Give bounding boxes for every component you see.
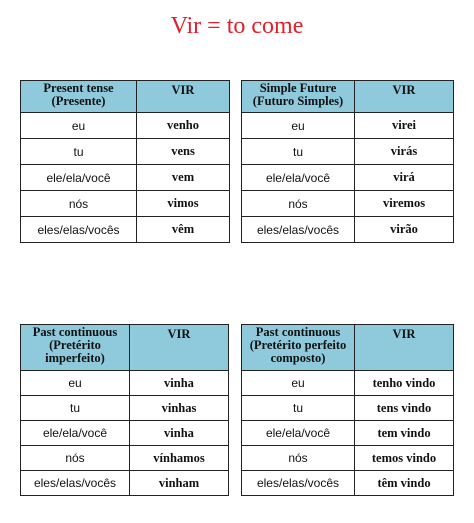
conjugation-cell: vens — [137, 139, 230, 165]
table-header-row — [242, 81, 454, 113]
conjugation-cell: tens vindo — [355, 396, 454, 421]
verb-header: VIR — [130, 325, 229, 371]
conjugation-cell: tem vindo — [355, 421, 454, 446]
table-header-row — [21, 325, 229, 371]
conjugation-cell: virás — [355, 139, 454, 165]
pronoun-cell: nós — [242, 446, 355, 471]
verb-header: VIR — [355, 325, 454, 371]
conjugation-cell: vinha — [130, 371, 229, 396]
tense-portuguese-name: (Pretérito — [49, 338, 101, 352]
tense-name: Past continuous — [255, 325, 341, 339]
tense-portuguese-name-cont: composto) — [270, 351, 326, 365]
verb-header: VIR — [355, 81, 454, 113]
tense-portuguese-name-cont: imperfeito) — [45, 351, 105, 365]
conjugation-cell: vinham — [130, 471, 229, 496]
table-row — [21, 191, 230, 217]
pronoun-cell: eles/elas/vocês — [21, 471, 130, 496]
table-header-row — [242, 325, 454, 371]
pronoun-cell: eu — [242, 371, 355, 396]
imperfect-tense-table — [20, 324, 229, 496]
conjugation-cell: vem — [137, 165, 230, 191]
table-row — [21, 165, 230, 191]
table-row — [242, 471, 454, 496]
pronoun-cell: eu — [21, 371, 130, 396]
pronoun-cell: ele/ela/você — [21, 421, 130, 446]
tense-name: Past continuous — [32, 325, 118, 339]
pronoun-cell: eles/elas/vocês — [21, 217, 137, 243]
conjugation-cell: vinhas — [130, 396, 229, 421]
pronoun-cell: eles/elas/vocês — [242, 217, 355, 243]
table-header-row — [21, 81, 230, 113]
pronoun-cell: nós — [242, 191, 355, 217]
conjugation-cell: tenho vindo — [355, 371, 454, 396]
table-row — [242, 113, 454, 139]
compound-perfect-tense-table — [241, 324, 454, 496]
conjugation-cell: virei — [355, 113, 454, 139]
conjugation-cell: têm vindo — [355, 471, 454, 496]
table-row — [242, 396, 454, 421]
conjugation-cell: virão — [355, 217, 454, 243]
table-row — [21, 139, 230, 165]
tense-portuguese-name: (Presente) — [51, 94, 106, 108]
conjugation-cell: vínhamos — [130, 446, 229, 471]
conjugation-cell: virá — [355, 165, 454, 191]
table-row — [242, 217, 454, 243]
page-title: Vir = to come — [170, 13, 304, 39]
tense-header — [21, 325, 130, 371]
table-row — [242, 421, 454, 446]
table-row — [242, 139, 454, 165]
table-row — [21, 396, 229, 421]
conjugation-cell: temos vindo — [355, 446, 454, 471]
conjugation-cell: venho — [137, 113, 230, 139]
verb-header: VIR — [137, 81, 230, 113]
pronoun-cell: eu — [242, 113, 355, 139]
tense-name: Simple Future — [259, 81, 337, 95]
tense-portuguese-name: (Pretérito perfeito — [249, 338, 347, 352]
table-row — [242, 191, 454, 217]
tense-header — [21, 81, 137, 113]
pronoun-cell: nós — [21, 446, 130, 471]
conjugation-cell: viremos — [355, 191, 454, 217]
tense-header — [242, 325, 355, 371]
pronoun-cell: nós — [21, 191, 137, 217]
table-row — [21, 113, 230, 139]
table-row — [242, 371, 454, 396]
pronoun-cell: eles/elas/vocês — [242, 471, 355, 496]
table-row — [242, 165, 454, 191]
table-row — [21, 217, 230, 243]
table-row — [21, 421, 229, 446]
tense-name: Present tense — [43, 81, 114, 95]
pronoun-cell: ele/ela/você — [242, 165, 355, 191]
table-row — [242, 446, 454, 471]
table-row — [21, 471, 229, 496]
pronoun-cell: tu — [242, 139, 355, 165]
present-tense-table — [20, 80, 230, 243]
tense-header — [242, 81, 355, 113]
pronoun-cell: ele/ela/você — [242, 421, 355, 446]
simple-future-table — [241, 80, 454, 243]
table-row — [21, 371, 229, 396]
pronoun-cell: tu — [242, 396, 355, 421]
tense-portuguese-name: (Futuro Simples) — [252, 94, 344, 108]
conjugation-cell: vimos — [137, 191, 230, 217]
pronoun-cell: eu — [21, 113, 137, 139]
pronoun-cell: ele/ela/você — [21, 165, 137, 191]
pronoun-cell: tu — [21, 396, 130, 421]
conjugation-cell: vinha — [130, 421, 229, 446]
conjugation-cell: vêm — [137, 217, 230, 243]
table-row — [21, 446, 229, 471]
pronoun-cell: tu — [21, 139, 137, 165]
